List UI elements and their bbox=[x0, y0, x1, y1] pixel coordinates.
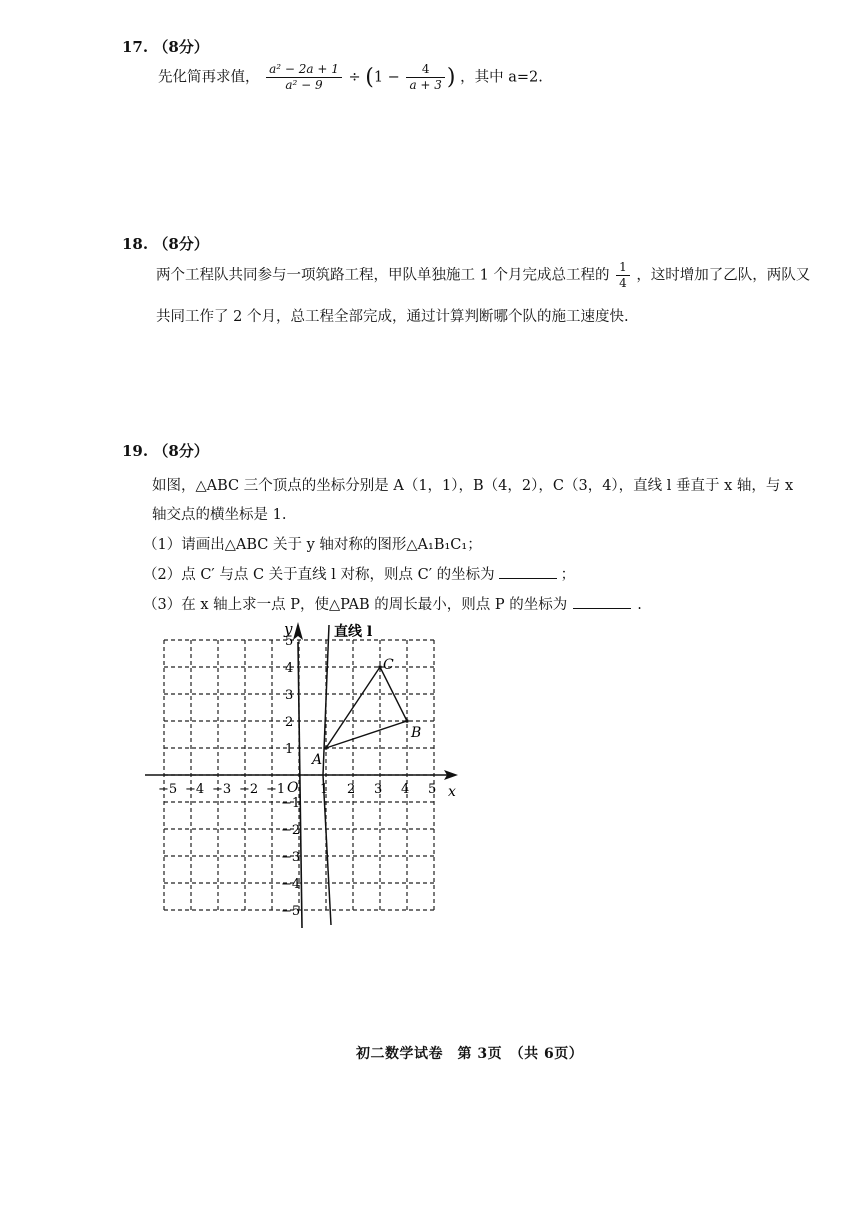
q17-suffix: ，其中 a=2. bbox=[460, 69, 543, 86]
point-b bbox=[405, 719, 409, 723]
q19-sub-3-end: . bbox=[637, 597, 642, 613]
y-axis-label: y bbox=[284, 620, 293, 638]
q18-line-1-text: 两个工程队共同参与一项筑路工程，甲队单独施工 1 个月完成总工程的 bbox=[156, 267, 610, 284]
q17-score: （8分） bbox=[153, 38, 209, 56]
q17-fraction-2-numerator: 4 bbox=[406, 62, 444, 78]
q17-number: 17. bbox=[122, 38, 149, 56]
y-tick-label: −2 bbox=[281, 823, 301, 838]
y-tick-label: 2 bbox=[285, 715, 294, 730]
q17-close-paren: ) bbox=[446, 65, 456, 90]
q18-score: （8分） bbox=[153, 235, 209, 253]
q18-number: 18. bbox=[122, 235, 149, 253]
q19-line-1: 如图，△ABC 三个顶点的坐标分别是 A（1，1），B（4，2），C（3，4），直线 l 垂直于 x 轴，与 x bbox=[152, 478, 794, 494]
triangle-outline bbox=[326, 667, 407, 748]
y-axis-arrow bbox=[293, 622, 303, 640]
q18-line-1-end: ，这时增加了乙队，两队又 bbox=[636, 267, 811, 284]
x-tick-label: 4 bbox=[401, 782, 410, 797]
q17-one-minus: 1 − bbox=[373, 69, 400, 86]
x-tick-label: −1 bbox=[266, 782, 286, 797]
q17-fraction-1-numerator: a² − 2a + 1 bbox=[266, 62, 342, 78]
x-tick-label: −4 bbox=[185, 782, 205, 797]
q19-sub-2-end: ； bbox=[560, 567, 576, 583]
q17-prompt: 先化简再求值， bbox=[158, 69, 260, 86]
q18-line-2: 共同工作了 2 个月，总工程全部完成，通过计算判断哪个队的施工速度快. bbox=[156, 309, 629, 325]
y-tick-label: −4 bbox=[281, 877, 301, 892]
axes bbox=[145, 622, 458, 928]
x-tick-label: −2 bbox=[239, 782, 259, 797]
page-footer: 初二数学试卷 第 3页 （共 6页） bbox=[356, 1046, 584, 1062]
q19-line-2: 轴交点的横坐标是 1. bbox=[152, 507, 287, 523]
point-b-label: B bbox=[411, 725, 422, 741]
point-a bbox=[324, 746, 328, 750]
point-c-label: C bbox=[383, 657, 394, 673]
y-tick-label: 1 bbox=[285, 742, 294, 757]
y-tick-label: 5 bbox=[285, 634, 294, 649]
origin-label: O bbox=[287, 780, 299, 796]
y-tick-label: −5 bbox=[281, 904, 301, 919]
q17-operator: ÷ bbox=[348, 69, 361, 86]
q18-fraction-denominator: 4 bbox=[619, 276, 627, 290]
q17-open-paren: ( bbox=[365, 65, 374, 90]
x-tick-label: −5 bbox=[158, 782, 178, 797]
point-c bbox=[378, 665, 382, 669]
x-axis-label: x bbox=[448, 784, 456, 800]
line-l-label: 直线 l bbox=[334, 624, 373, 640]
x-tick-label: 1 bbox=[320, 782, 329, 797]
q17-fraction-1-denominator: a² − 9 bbox=[285, 78, 323, 92]
q17-fraction-2-denominator: a + 3 bbox=[409, 78, 442, 92]
q19-number: 19. bbox=[122, 442, 149, 460]
y-tick-label: −1 bbox=[281, 796, 301, 811]
line-l-lower bbox=[323, 775, 331, 925]
x-tick-label: 5 bbox=[428, 782, 437, 797]
q19-sub-2-text: （2）点 C′ 与点 C 关于直线 l 对称，则点 C′ 的坐标为 bbox=[143, 567, 495, 583]
y-tick-label: 3 bbox=[285, 688, 294, 703]
point-a-label: A bbox=[312, 752, 323, 768]
q18-fraction-numerator: 1 bbox=[616, 260, 630, 276]
tick-labels bbox=[158, 634, 436, 919]
q19-sub-3-text: （3）在 x 轴上求一点 P，使△PAB 的周长最小，则点 P 的坐标为 bbox=[143, 597, 568, 613]
q19-score: （8分） bbox=[153, 442, 209, 460]
triangle-abc bbox=[324, 665, 409, 750]
x-tick-label: −3 bbox=[212, 782, 232, 797]
y-tick-label: −3 bbox=[281, 850, 301, 865]
x-tick-label: 2 bbox=[347, 782, 356, 797]
figure-labels bbox=[283, 620, 456, 800]
x-tick-label: 3 bbox=[374, 782, 383, 797]
y-tick-label: 4 bbox=[285, 661, 294, 676]
q19-sub-1: （1）请画出△ABC 关于 y 轴对称的图形△A₁B₁C₁； bbox=[143, 537, 482, 553]
